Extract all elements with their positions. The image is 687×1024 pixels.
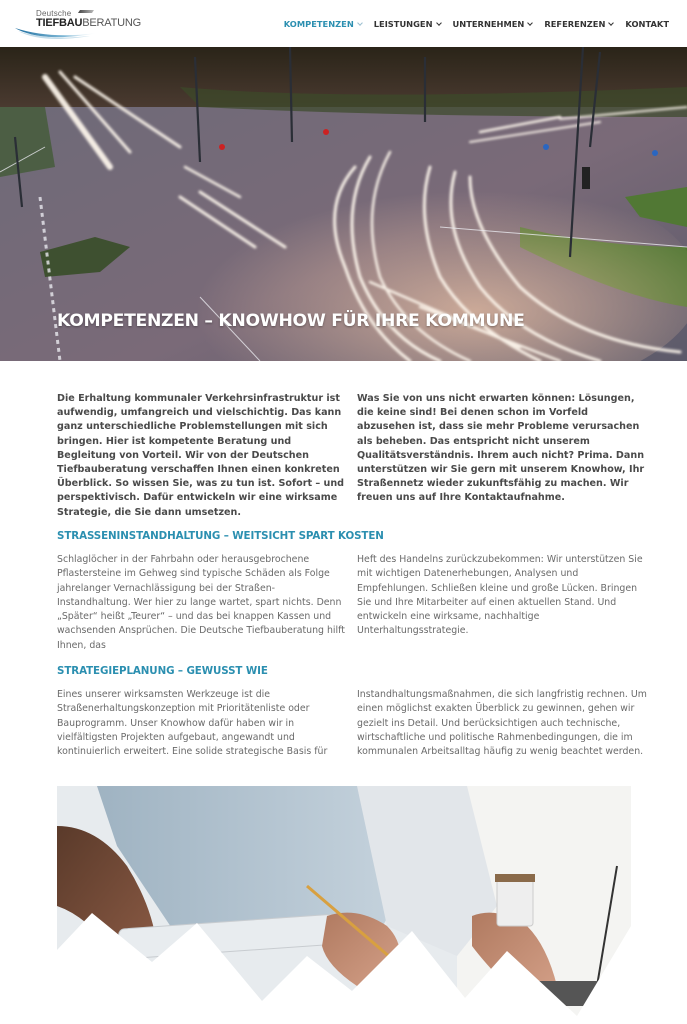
section1-left-text: Schlaglöcher in der Fahrbahn oder herausgebrochene Pflastersteine im Gehweg sind typische Schäden als Folge jahrelanger Vernachlässigung bei der Straßen-Instandhaltung. Wer hier zu lange wartet, spart nichts. Denn „Später“ heißt „Teurer“ – und das bei knappen Kassen und wachsenden Ansprüchen. Die Deutsche Tiefbauberatung hilft Ihnen, das [57, 554, 345, 651]
nav-item-kontakt[interactable] [625, 19, 669, 29]
chevron-down-icon [357, 20, 363, 26]
nav-label: LEISTUNGEN [373, 19, 433, 29]
office-image [57, 786, 631, 1024]
section-heading-strategieplanung: STRATEGIEPLANUNG – GEWUSST WIE [57, 665, 268, 677]
nav-label: KOMPETENZEN [283, 19, 354, 29]
logo-light: BERATUNG [82, 17, 141, 29]
nav-label: KONTAKT [625, 19, 669, 29]
main-nav [272, 16, 669, 32]
nav-label: REFERENZEN [544, 19, 606, 29]
chevron-down-icon [436, 20, 442, 26]
logo-line1: Deutsche [36, 9, 72, 18]
office-illustration [57, 786, 631, 1024]
nav-item-leistungen[interactable] [374, 19, 441, 29]
chevron-down-icon [609, 20, 615, 26]
intro-left-text: Die Erhaltung kommunaler Verkehrsinfrastruktur ist aufwendig, umfangreich und vielschichtig. Das kann ganz unterschiedliche Problemstellungen mit sich bringen. Hier ist kompetente Beratung und Begleitung von Vorteil. Wir von der Deutschen Tiefbauberatung verschaffen Ihnen einen konkreten Überblick. So wissen Sie, was zu tun ist. Sofort – und perspektivisch. Dafür entwickeln wir eine wirksame Strategie, die Sie dann umsetzen. [57, 393, 345, 518]
section2-right-text: Instandhaltungsmaßnahmen, die sich langfristig rechnen. Um einen möglichst exakten Überblick zu gewinnen, gehen wir gezielt ins Detail. Und berücksichtigen auch technische, wirtschaftliche und politische Rahmenbedingungen, die im kommunalen Arbeitsalltag häufig zu wenig beachtet werden. [357, 689, 647, 758]
section-heading-strasseninstandhaltung: STRASSENINSTANDHALTUNG – WEITSICHT SPART KOSTEN [57, 530, 384, 542]
intro-right-text: Was Sie von uns nicht erwarten können: Lösungen, die keine sind! Bei denen schon im Vorfeld abzusehen ist, dass sie mehr Probleme verursachen als beheben. Das entspricht nicht unserem Qualitätsverständnis. Ihrem auch nicht? Prima. Dann unterstützen wir Sie gern mit unserem Knowhow, Ihr Straßennetz wieder zukunftsfähig zu machen. Wir freuen uns auf Ihre Kontaktaufnahme. [357, 393, 645, 504]
nav-item-referenzen[interactable] [544, 19, 613, 29]
nav-item-kompetenzen[interactable] [284, 19, 362, 29]
site-header [0, 0, 687, 47]
section1-right-text: Heft des Handelns zurückzubekommen: Wir unterstützen Sie mit wichtigen Datenerhebungen, Analysen und Empfehlungen. Schließen kleine und große Lücken. Bringen Sie und Ihre Mitarbeiter auf einen aktuellen Stand. Und entwickeln eine wirksame, nachhaltige Unterhaltungsstrategie. [357, 554, 643, 637]
logo-line2 [36, 17, 141, 29]
nav-label: UNTERNEHMEN [452, 19, 525, 29]
logo[interactable] [12, 4, 141, 42]
nav-item-unternehmen[interactable] [453, 19, 533, 29]
hero-title: KOMPETENZEN – KNOWHOW FÜR IHRE KOMMUNE [57, 311, 525, 331]
section2-left-text: Eines unserer wirksamsten Werkzeuge ist die Straßenerhaltungskonzeption mit Prioritätenliste oder Bauprogramm. Unser Knowhow dafür haben wir in vielfältigsten Projekten aufgebaut, angewandt und kontinuierlich erweitert. Eine solide strategische Basis für [57, 689, 328, 758]
chevron-down-icon [528, 20, 534, 26]
logo-bold: TIEFBAU [36, 17, 83, 29]
hero-banner [0, 47, 687, 361]
